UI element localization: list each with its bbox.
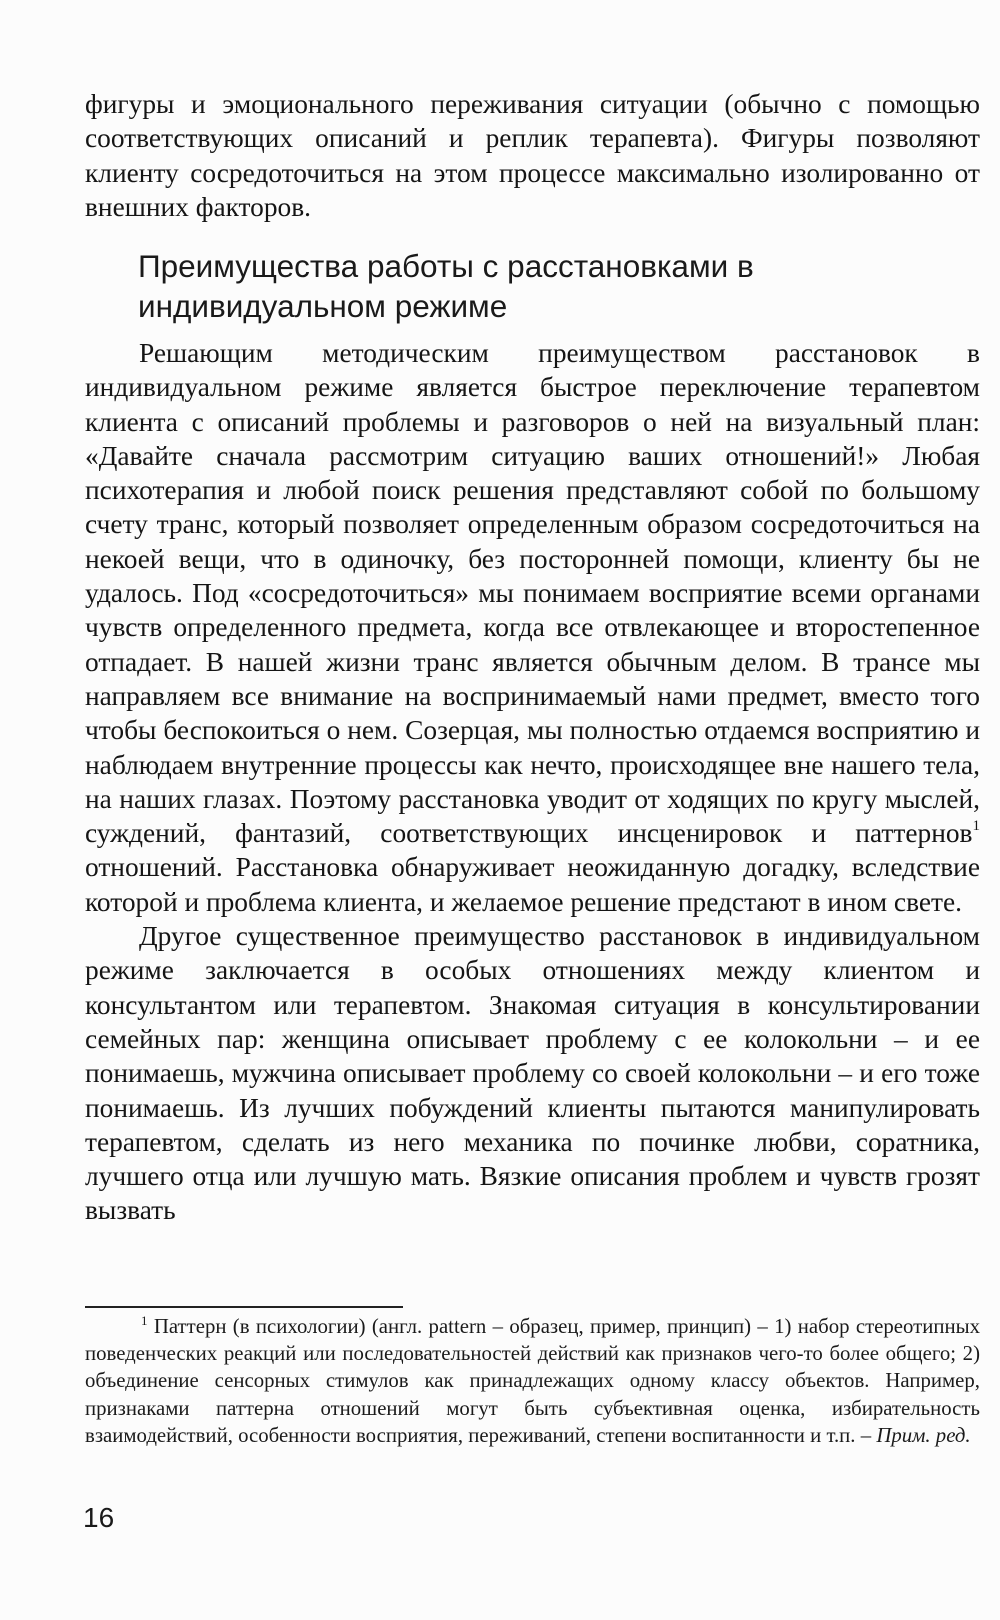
paragraph-1-text-start: Решающим методическим преимуществом расстановок в индивидуальном режиме является быстрое переключение терапевтом клиента с описаний проблемы и разговоров о ней на визуальный план: «Давайте сначала рассмотрим ситуацию ваших отношений!» Любая психотерапия и любой поиск решения представляют собой по большому счету транс, который позволяет определенным образом сосредоточиться на некоей вещи, что в одиночку, без посторонней помощи, клиенту бы не удалось. Под «сосредоточиться» мы понимаем восприятие всеми органами чувств определенного предмета, когда все отвлекающее и второстепенное отпадает. В нашей жизни транс является обычным делом. В трансе мы направляем все внимание на воспринимаемый нами предмет, вместо того чтобы беспокоиться о нем. Созерцая, мы полностью отдаемся восприятию и наблюдаем внутренние процессы как нечто, происходящее вне нашего тела, на наших глазах. Поэтому расстановка уводит от ходящих по кругу мыслей, суждений, фантазий, соответствующих инсценировок и паттернов xyxy=(85,338,980,849)
main-text-block xyxy=(85,336,980,1228)
section-heading: Преимущества работы с расстановками в индивидуальном режиме xyxy=(138,248,754,324)
footnote-mark: 1 xyxy=(141,1313,148,1328)
paragraph-1-text-end: отношений. Расстановка обнаруживает неожиданную догадку, вследствие которой и проблема клиента, и желаемое решение предстают в ином свете. xyxy=(85,852,980,917)
intro-paragraph-block xyxy=(85,87,980,224)
editor-note-label: Прим. ред. xyxy=(876,1423,971,1447)
intro-paragraph: фигуры и эмоционального переживания ситуации (обычно с помощью соответствующих описаний и реплик терапевта). Фигуры позволяют клиенту сосредоточиться на этом процессе максимально изолированно от внешних факторов. xyxy=(85,89,980,222)
paragraph-2: Другое существенное преимущество расстановок в индивидуальном режиме заключается в особых отношениях между клиентом и консультантом или терапевтом. Знакомая ситуация в консультировании семейных пар: женщина описывает проблему с ее колокольни – и ее понимаешь, мужчина описывает проблему со своей колокольни – и его тоже понимаешь. Из лучших побуждений клиенты пытаются манипулировать терапевтом, сделать из него механика по починке любви, соратника, лучшего отца или лучшую мать. Вязкие описания проблем и чувств грозят вызвать xyxy=(85,921,980,1226)
paragraph-1 xyxy=(85,336,980,919)
footnote-reference: 1 xyxy=(972,818,980,835)
footnote xyxy=(85,1313,980,1449)
footnote-divider xyxy=(85,1306,403,1308)
page-number: 16 xyxy=(83,1502,115,1533)
footnote-text: Паттерн (в психологии) (англ. pattern – образец, пример, принцип) – 1) набор стереотипных поведенческих реакций или последовательностей действий как признаков чего-то более общего; 2) объединение сенсорных стимулов как принадлежащих одному классу объектов. Например, признаками паттерна отношений могут быть субъективная оценка, избирательность взаимодействий, особенности восприятия, переживаний, степени воспитанности и т.п. – xyxy=(85,1315,980,1447)
